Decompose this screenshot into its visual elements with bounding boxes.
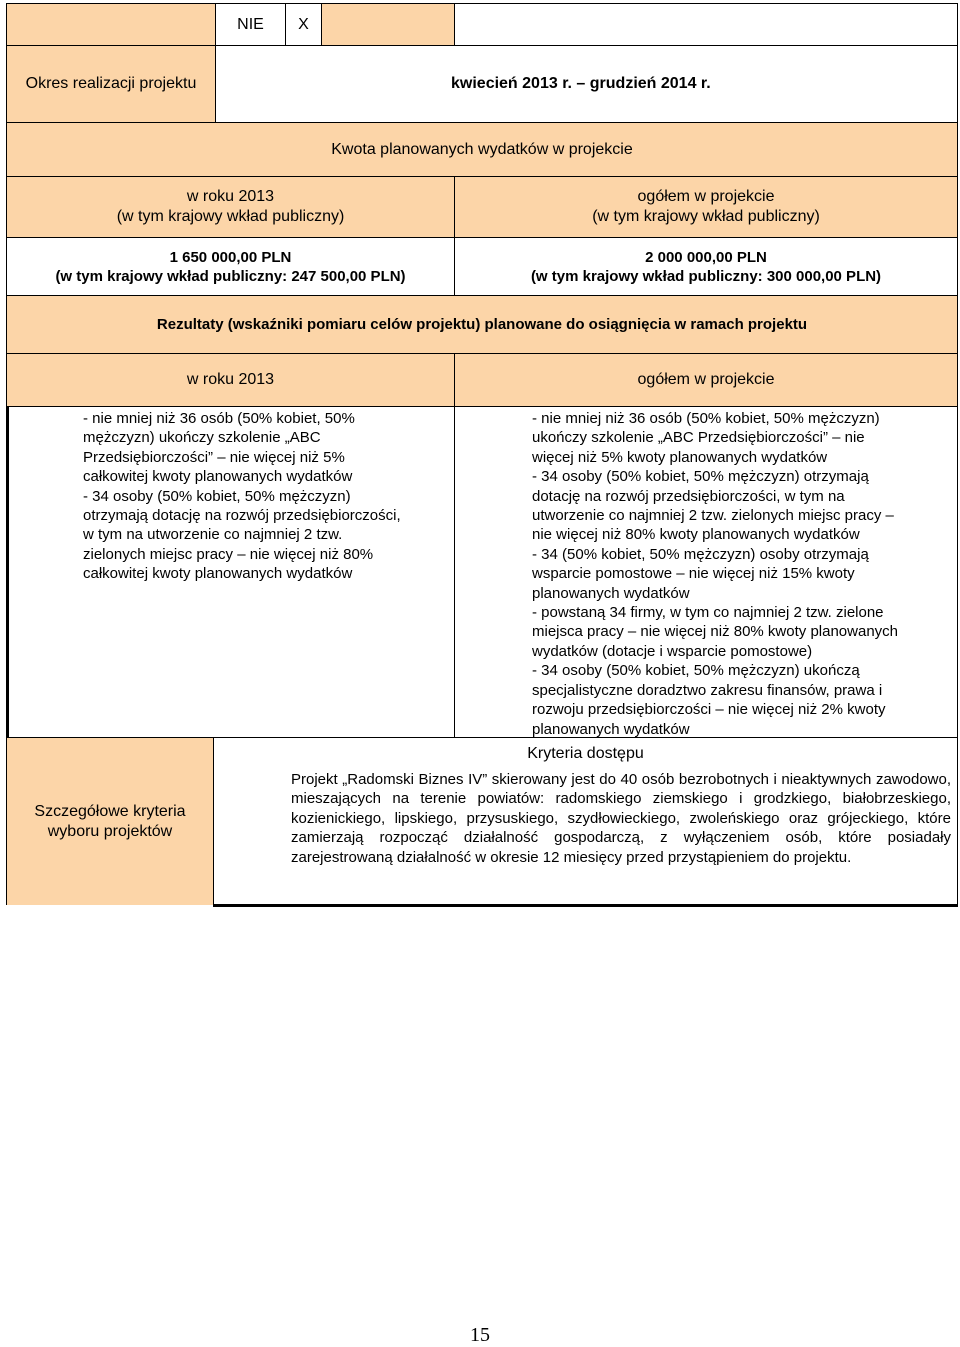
- results-col2-text: - nie mniej niż 36 osób (50% kobiet, 50% mężczyzn) ukończy szkolenie „ABC Przedsiębiorczości” – nie więcej niż 5% kwoty planowanych wydatków - 34 osoby (50% kobiet, 50% mężczyzn) otrzymają dotację na rozwój przedsiębiorczości, w tym na utworzenie co najmniej 2 tzw. zielonych miejsc pracy – nie więcej niż 80% kwoty planowanych wydatków - 34 (50% kobiet, 50% mężczyzn) osoby otrzymają wsparcie pomostowe – nie więcej niż 15% kwoty planowanych wydatków - powstaną 34 firmy, w tym co najmniej 2 tzw. zielone miejsca pracy – nie więcej niż 80% kwoty planowanych wydatków (dotacje i wsparcie pomostowe) - 34 osoby (50% kobiet, 50% mężczyzn) ukończą specjalistyczne doradztwo zakresu finansów, prawa i rozwoju przedsiębiorczości – nie więcej niż 2% kwoty planowanych wydatków: [532, 410, 899, 738]
- budget-col1-value: 1 650 000,00 PLN (w tym krajowy wkład publiczny: 247 500,00 PLN): [55, 248, 406, 285]
- results-col2-header: ogółem w projekcie: [637, 371, 775, 388]
- top-left-filler: [6, 3, 216, 46]
- criteria-label-cell: [6, 737, 214, 905]
- budget-col2-header-cell: [454, 176, 958, 238]
- top-middle-filler: [321, 3, 455, 46]
- nie-cell: [215, 3, 286, 46]
- results-title: Rezultaty (wskaźniki pomiaru celów projektu) planowane do osiągnięcia w ramach projektu: [156, 316, 808, 333]
- results-col2-header-cell: [454, 353, 958, 407]
- results-col2-cell: [454, 406, 958, 738]
- budget-title: Kwota planowanych wydatków w projekcie: [331, 140, 633, 158]
- budget-col1-header: w roku 2013 (w tym krajowy wkład publiczny): [116, 188, 345, 225]
- nie-label: NIE: [237, 15, 264, 33]
- budget-col2-value-cell: [454, 237, 958, 296]
- results-col1-header-cell: [6, 353, 455, 407]
- period-value: kwiecień 2013 r. – grudzień 2014 r.: [451, 75, 711, 92]
- criteria-label: Szczegółowe kryteria wyboru projektów: [34, 802, 186, 840]
- top-right-filler: [454, 3, 958, 46]
- access-criteria-title: Kryteria dostępu: [527, 745, 644, 762]
- period-label-cell: [6, 45, 216, 123]
- access-criteria-text: Projekt „Radomski Biznes IV” skierowany jest do 40 osób bezrobotnych i nieaktywnych zawodowo, mieszających na terenie powiatów: radomskiego ziemskiego i grodzkiego, białobrzeskiego, kozienickiego, lipskiego, przysuskiego, szydłowieckiego, zwoleńskiego oraz grójeckiego, które zamierzają rozpocząć działalność gospodarczą, z wyłączeniem osób, które posiadały zarejestrowaną działalność w okresie 12 miesięcy przed przystąpieniem do projektu.: [291, 771, 951, 866]
- x-mark: X: [298, 15, 309, 33]
- budget-title-cell: [6, 122, 958, 177]
- x-cell: [285, 3, 322, 46]
- results-col1-header: w roku 2013: [186, 371, 275, 388]
- criteria-content-cell: [213, 737, 958, 907]
- budget-col2-value: 2 000 000,00 PLN (w tym krajowy wkład publiczny: 300 000,00 PLN): [530, 248, 882, 285]
- results-col1-cell: [6, 406, 455, 738]
- budget-col2-header: ogółem w projekcie (w tym krajowy wkład publiczny): [592, 188, 820, 225]
- period-value-cell: [215, 45, 958, 123]
- page-number: 15: [470, 1324, 490, 1346]
- period-label: Okres realizacji projektu: [25, 75, 197, 92]
- results-title-cell: [6, 295, 958, 354]
- budget-col1-header-cell: [6, 176, 455, 238]
- results-col1-text: - nie mniej niż 36 osób (50% kobiet, 50% mężczyzn) ukończy szkolenie „ABC Przedsiębiorczości” – nie więcej niż 5% całkowitej kwoty planowanych wydatków - 34 osoby (50% kobiet, 50% mężczyzn) otrzymają dotację na rozwój przedsiębiorczości, w tym na utworzenie co najmniej 2 tzw. zielonych miejsc pracy – nie więcej niż 80% całkowitej kwoty planowanych wydatków: [83, 410, 401, 583]
- budget-col1-value-cell: [6, 237, 455, 296]
